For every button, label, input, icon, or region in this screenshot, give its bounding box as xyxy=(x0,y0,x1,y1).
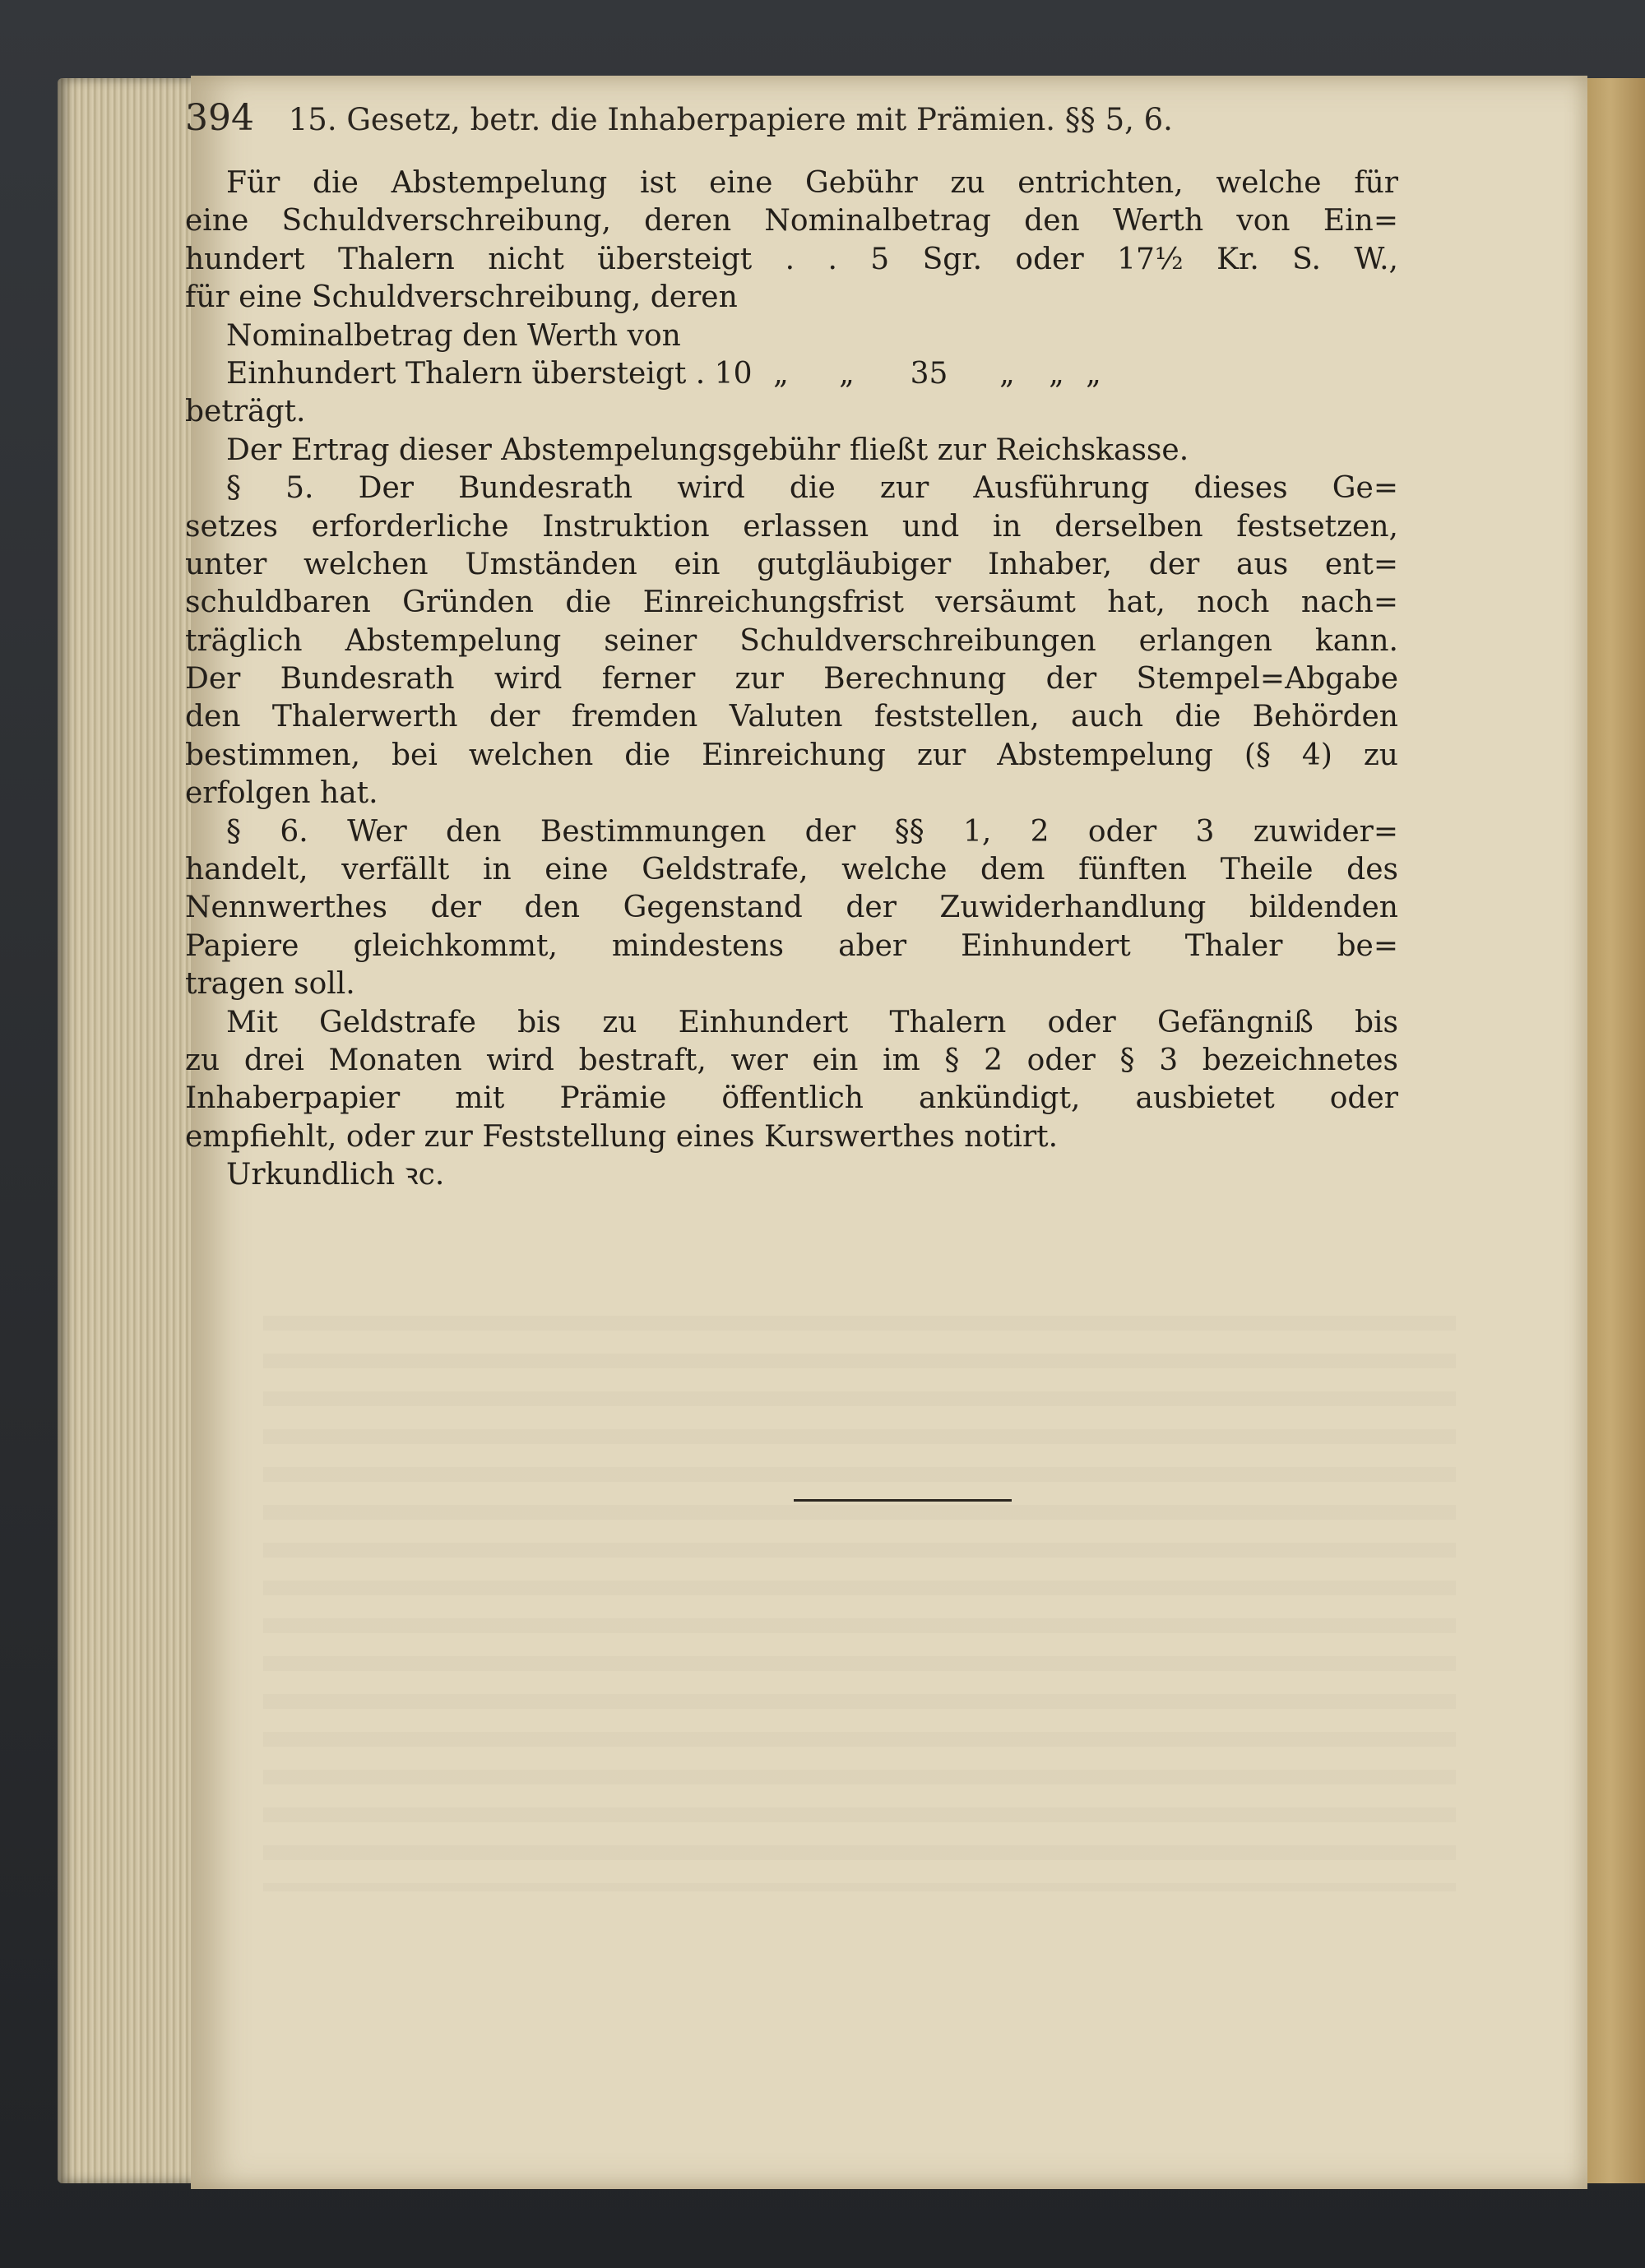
text-line: den Thalerwerth der fremden Valuten feststellen, auch die Behörden xyxy=(185,700,1398,734)
text-line: Inhaberpapier mit Prämie öffentlich ankündigt, ausbietet oder xyxy=(185,1081,1398,1116)
text-line: Papiere gleichkommt, mindestens aber Einhundert Thaler be= xyxy=(185,928,1398,963)
text-line: erfolgen hat. xyxy=(185,776,378,811)
text-line: Der Bundesrath wird ferner zur Berechnung der Stempel=Abgabe xyxy=(185,662,1398,697)
section-6-heading-line: § 6. Wer den Bestimmungen der §§ 1, 2 oder 3 zuwider= xyxy=(226,814,1398,849)
ditto-mark: „ xyxy=(839,356,855,391)
text-line: empfiehlt, oder zur Feststellung eines Kurswerthes notirt. xyxy=(185,1119,1059,1154)
text-line: Urkundlich ꝛc. xyxy=(226,1158,445,1192)
text-line: für eine Schuldverschreibung, deren xyxy=(185,280,738,315)
text-line: zu drei Monaten wird bestraft, wer ein im § 2 oder § 3 bezeichnetes xyxy=(185,1043,1398,1077)
text-line: eine Schuldverschreibung, deren Nominalbetrag den Werth von Ein= xyxy=(185,204,1398,238)
text-line: hundert Thalern nicht übersteigt . . 5 Sgr. oder 17½ Kr. S. W., xyxy=(185,242,1398,276)
ditto-mark: „ xyxy=(999,356,1015,391)
text-line: bestimmen, bei welchen die Einreichung zur Abstempelung (§ 4) zu xyxy=(185,738,1398,772)
text-line: träglich Abstempelung seiner Schuldverschreibungen erlangen kann. xyxy=(185,623,1398,658)
text-line: Mit Geldstrafe bis zu Einhundert Thalern oder Gefängniß bis xyxy=(226,1005,1398,1039)
page-number: 394 xyxy=(185,97,254,139)
text-line: setzes erforderliche Instruktion erlassen und in derselben festsetzen, xyxy=(185,509,1398,544)
text-line: unter welchen Umständen ein gutgläubiger Inhaber, der aus ent= xyxy=(185,547,1398,581)
text-line: Für die Abstempelung ist eine Gebühr zu entrichten, welche für xyxy=(226,166,1398,200)
bleed-through-text xyxy=(263,1316,1456,1891)
text-line: Nominalbetrag den Werth von xyxy=(226,318,681,353)
ditto-mark: „ xyxy=(773,356,789,391)
text-line: beträgt. xyxy=(185,395,306,429)
ditto-mark: „ xyxy=(1086,356,1101,391)
running-head xyxy=(185,97,1361,146)
text-line: schuldbaren Gründen die Einreichungsfrist versäumt hat, noch nach= xyxy=(185,586,1398,620)
ditto-mark: „ xyxy=(1049,356,1064,391)
body-text xyxy=(185,164,1398,1195)
text-line: tragen soll. xyxy=(185,967,355,1002)
next-page-edge xyxy=(1587,78,1645,2183)
fee-row xyxy=(185,355,1398,393)
text-line: Einhundert Thalern übersteigt . 10 xyxy=(226,356,753,391)
book-page-edges xyxy=(58,78,197,2183)
text-line: Der Ertrag dieser Abstempelungsgebühr fließt zur Reichskasse. xyxy=(226,433,1189,467)
text-line: handelt, verfällt in eine Geldstrafe, welche dem fünften Theile des xyxy=(185,853,1398,887)
section-5-heading-line: § 5. Der Bundesrath wird die zur Ausführung dieses Ge= xyxy=(226,471,1398,506)
running-head-title: 15. Gesetz, betr. die Inhaberpapiere mit Prämien. §§ 5, 6. xyxy=(288,102,1173,137)
text-line: Nennwerthes der den Gegenstand der Zuwiderhandlung bildenden xyxy=(185,891,1398,925)
end-rule xyxy=(794,1499,1012,1502)
fee-amount: 35 xyxy=(910,356,948,391)
